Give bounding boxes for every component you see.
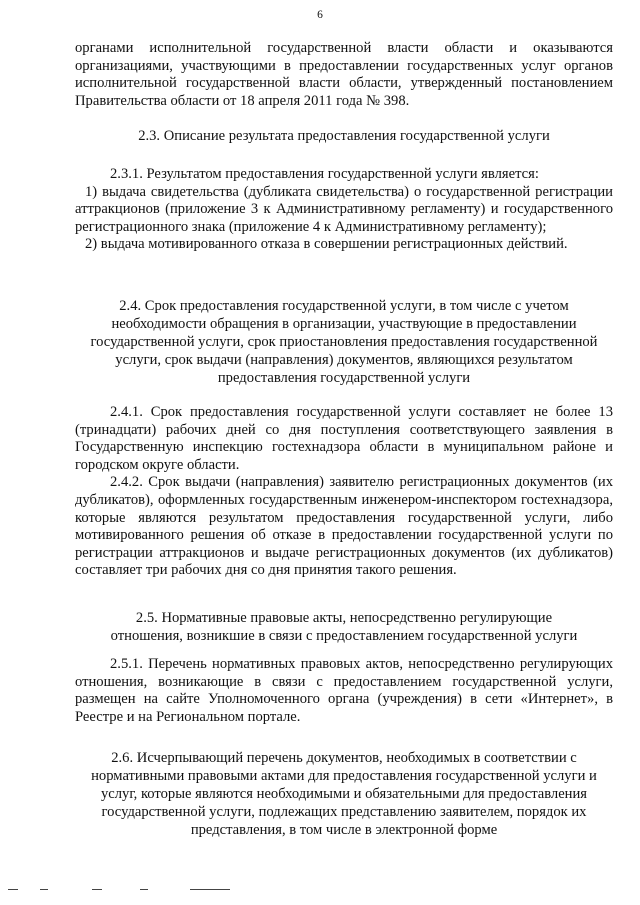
paragraph-2-4-2: 2.4.2. Срок выдачи (направления) заявителю регистрационных документов (их дубликатов), оформленных государственным инженером-инспектором гостехнадзора, которые являются результатом предоставления государственной услуги, либо мотивированного решения об отказе в предоставлении государственной услуги по регистрации аттракционов и выдаче регистрационных документов (их дубликатов) составляет три рабочих дня со дня принятия такого решения.	[75, 474, 613, 579]
section-2-5-heading	[75, 609, 613, 645]
section-2-3-heading	[75, 127, 613, 145]
section-2-6-title-line: 2.6. Исчерпывающий перечень документов, необходимых в соответствии с	[111, 750, 577, 766]
scan-mark	[190, 889, 230, 890]
intro-paragraph	[75, 40, 613, 110]
section-2-5-title-line: 2.5. Нормативные правовые акты, непосредственно регулирующие	[135, 610, 553, 626]
section-2-4-title-line: необходимости обращения в организации, участвующие в предоставлении	[111, 316, 577, 332]
section-2-4-title-line: услуги, срок выдачи (направления) документов, являющихся результатом	[115, 352, 573, 368]
paragraph-2-3-1: 2.3.1. Результатом предоставления государственной услуги является:	[110, 166, 539, 182]
section-2-4-heading	[75, 297, 613, 387]
section-2-6-title-line: представления, в том числе в электронной форме	[190, 822, 498, 838]
paragraph-2-3-item-1: 1) выдача свидетельства (дубликата свидетельства) о государственной регистрации аттракционов (приложение 3 к Административному регламенту) и государственного регистрационного знака (приложение 4 к Административному регламенту);	[75, 183, 613, 235]
section-2-3-title: 2.3. Описание результата предоставления государственной услуги	[138, 128, 550, 144]
paragraph-2-5-1: 2.5.1. Перечень нормативных правовых актов, непосредственно регулирующих отношения, возникающие в связи с предоставлением государственной услуги, размещен на сайте Уполномоченного органа (учреждения) в сети «Интернет», в Реестре и на Региональном портале.	[75, 656, 613, 725]
section-2-4-title-line: государственной услуги, срок приостановления предоставления государственной	[90, 334, 598, 350]
paragraph-2-3-item-2: 2) выдача мотивированного отказа в совершении регистрационных действий.	[85, 236, 568, 253]
page-number: 6	[317, 9, 323, 21]
section-2-4-title-line: предоставления государственной услуги	[217, 370, 471, 386]
section-2-4-title-line: 2.4. Срок предоставления государственной услуги, в том числе с учетом	[119, 298, 569, 314]
scan-mark	[140, 889, 148, 890]
section-2-6-title-line: нормативными правовыми актами для предоставления государственной услуги и	[91, 768, 597, 784]
section-2-5-body	[75, 656, 613, 726]
scan-mark	[92, 889, 102, 890]
section-2-5-title-line: отношения, возникшие в связи с предоставлением государственной услуги	[110, 628, 578, 644]
scan-mark	[8, 889, 18, 890]
section-2-4-body	[75, 404, 613, 580]
scan-mark	[40, 889, 48, 890]
section-2-6-heading	[75, 749, 613, 839]
paragraph-2-4-1: 2.4.1. Срок предоставления государственной услуги составляет не более 13 (тринадцати) рабочих дней со дня поступления соответствующего заявления в Государственную инспекцию гостехнадзора области в муниципальном районе и городском округе области.	[75, 404, 613, 473]
section-2-6-title-line: услуг, которые являются необходимыми и обязательными для предоставления	[100, 786, 588, 802]
section-2-6-title-line: государственной услуги, подлежащих представлению заявителем, порядок их	[101, 804, 587, 820]
intro-text: органами исполнительной государственной власти области и оказываются организациями, участвующими в предоставлении государственных услуг органов исполнительной государственной власти области, утвержденный постановлением Правительства области от 18 апреля 2011 года № 398.	[75, 40, 613, 109]
section-2-3-body	[75, 166, 613, 254]
